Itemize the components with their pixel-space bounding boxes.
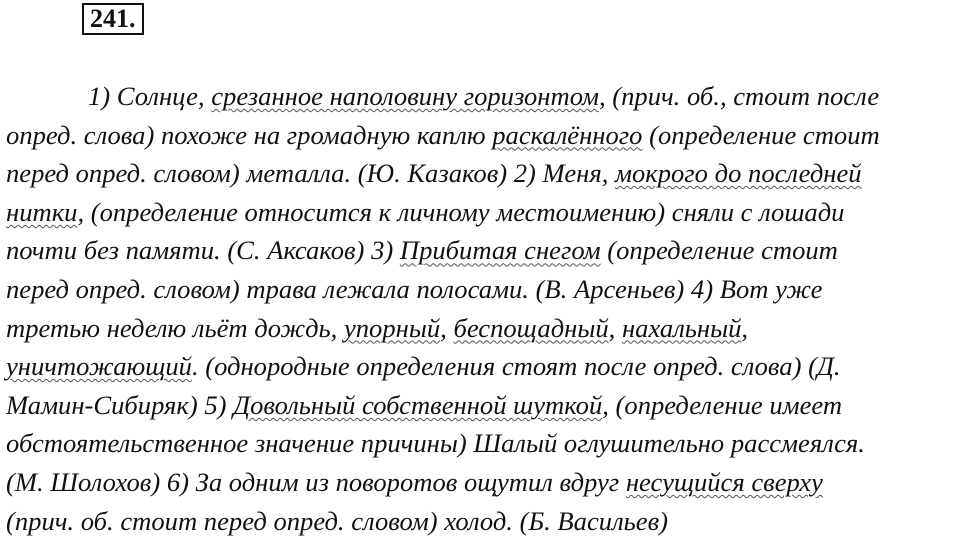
text-line — [6, 77, 956, 116]
underlined-definition: упорный — [343, 312, 441, 343]
text-line — [6, 116, 956, 155]
text-segment: третью неделю льёт дождь, — [6, 312, 344, 343]
text-segment: (определение стоит — [642, 119, 880, 150]
underlined-definition: срезанное наполовину горизонтом — [211, 81, 599, 111]
underlined-definition: Прибитая снегом — [399, 235, 601, 266]
underlined-definition: мокрого до последней — [615, 158, 862, 189]
underlined-definition: нахальный — [621, 312, 742, 343]
text-segment: перед опред. словом) трава лежала полосами. (В. Арсеньев) 4) Вот уже — [6, 273, 823, 304]
text-segment: , (определение относится к личному местоимению) сняли с лошади — [77, 196, 845, 227]
text-line — [6, 193, 956, 232]
text-line — [6, 231, 956, 270]
text-line — [6, 386, 956, 425]
text-segment: (прич. об. стоит перед опред. словом) холод. (Б. Васильев) — [6, 505, 668, 536]
text-segment: перед опред. словом) металла. (Ю. Казаков) 2) Меня, — [6, 158, 615, 189]
underlined-definition: беспощадный — [453, 312, 609, 343]
text-segment: обстоятельственное значение причины) Шалый оглушительно рассмеялся. — [6, 428, 865, 459]
text-segment: . (однородные определения стоят после опред. слова) (Д. — [191, 351, 841, 382]
text-line — [6, 502, 956, 540]
text-segment: (определение стоит — [600, 235, 838, 266]
text-line — [6, 463, 956, 502]
text-line — [6, 424, 956, 463]
text-line — [6, 154, 956, 193]
text-line — [6, 270, 956, 309]
underlined-definition: Довольный собственной шуткой — [233, 389, 603, 420]
text-segment: , — [440, 312, 454, 343]
text-segment: опред. слова) похоже на громадную каплю — [6, 119, 493, 150]
underlined-definition: раскалённого — [492, 119, 643, 150]
text-segment: , — [608, 312, 622, 343]
text-line — [6, 347, 956, 386]
underlined-definition: уничтожающий — [6, 351, 192, 382]
underlined-definition: нитки — [6, 196, 78, 227]
exercise-number: 241. — [82, 3, 144, 35]
text-line — [6, 309, 956, 348]
text-segment: , (прич. об., стоит после — [598, 81, 880, 111]
exercise-text — [6, 77, 956, 540]
text-segment: , — [741, 312, 749, 343]
text-segment: 1) Солнце, — [88, 81, 212, 111]
text-segment: , (определение имеет — [602, 389, 843, 420]
underlined-definition: несущийся сверху — [625, 466, 823, 497]
text-segment: Мамин-Сибиряк) 5) — [6, 389, 234, 420]
text-segment: (М. Шолохов) 6) За одним из поворотов ощутил вдруг — [6, 466, 626, 497]
text-segment: почти без памяти. (С. Аксаков) 3) — [6, 235, 400, 266]
